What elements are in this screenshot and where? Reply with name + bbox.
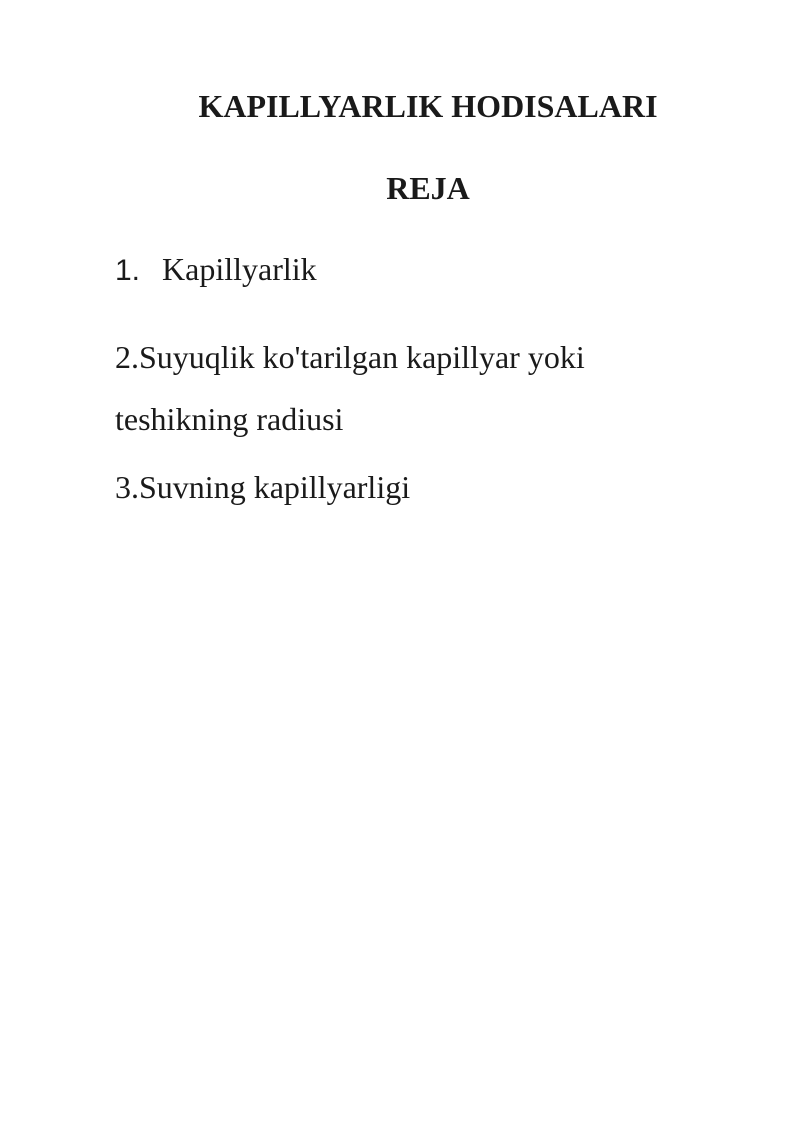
list-item-text: Suvning kapillyarligi <box>139 469 411 505</box>
plan-heading: REJA <box>386 170 470 206</box>
list-item <box>115 464 715 510</box>
list-item-number: 2. <box>115 339 139 375</box>
list-item-number: 1. <box>115 254 141 287</box>
list-item <box>115 246 715 328</box>
list-item-text: Kapillyarlik <box>162 251 317 287</box>
plan-list <box>115 246 715 510</box>
list-item-number: 3. <box>115 469 139 505</box>
document-title: KAPILLYARLIK HODISALARI <box>198 88 658 124</box>
list-item-text: Suyuqlik ko'tarilgan kapillyar yoki teshikning radiusi <box>115 339 585 437</box>
list-item <box>115 326 675 450</box>
